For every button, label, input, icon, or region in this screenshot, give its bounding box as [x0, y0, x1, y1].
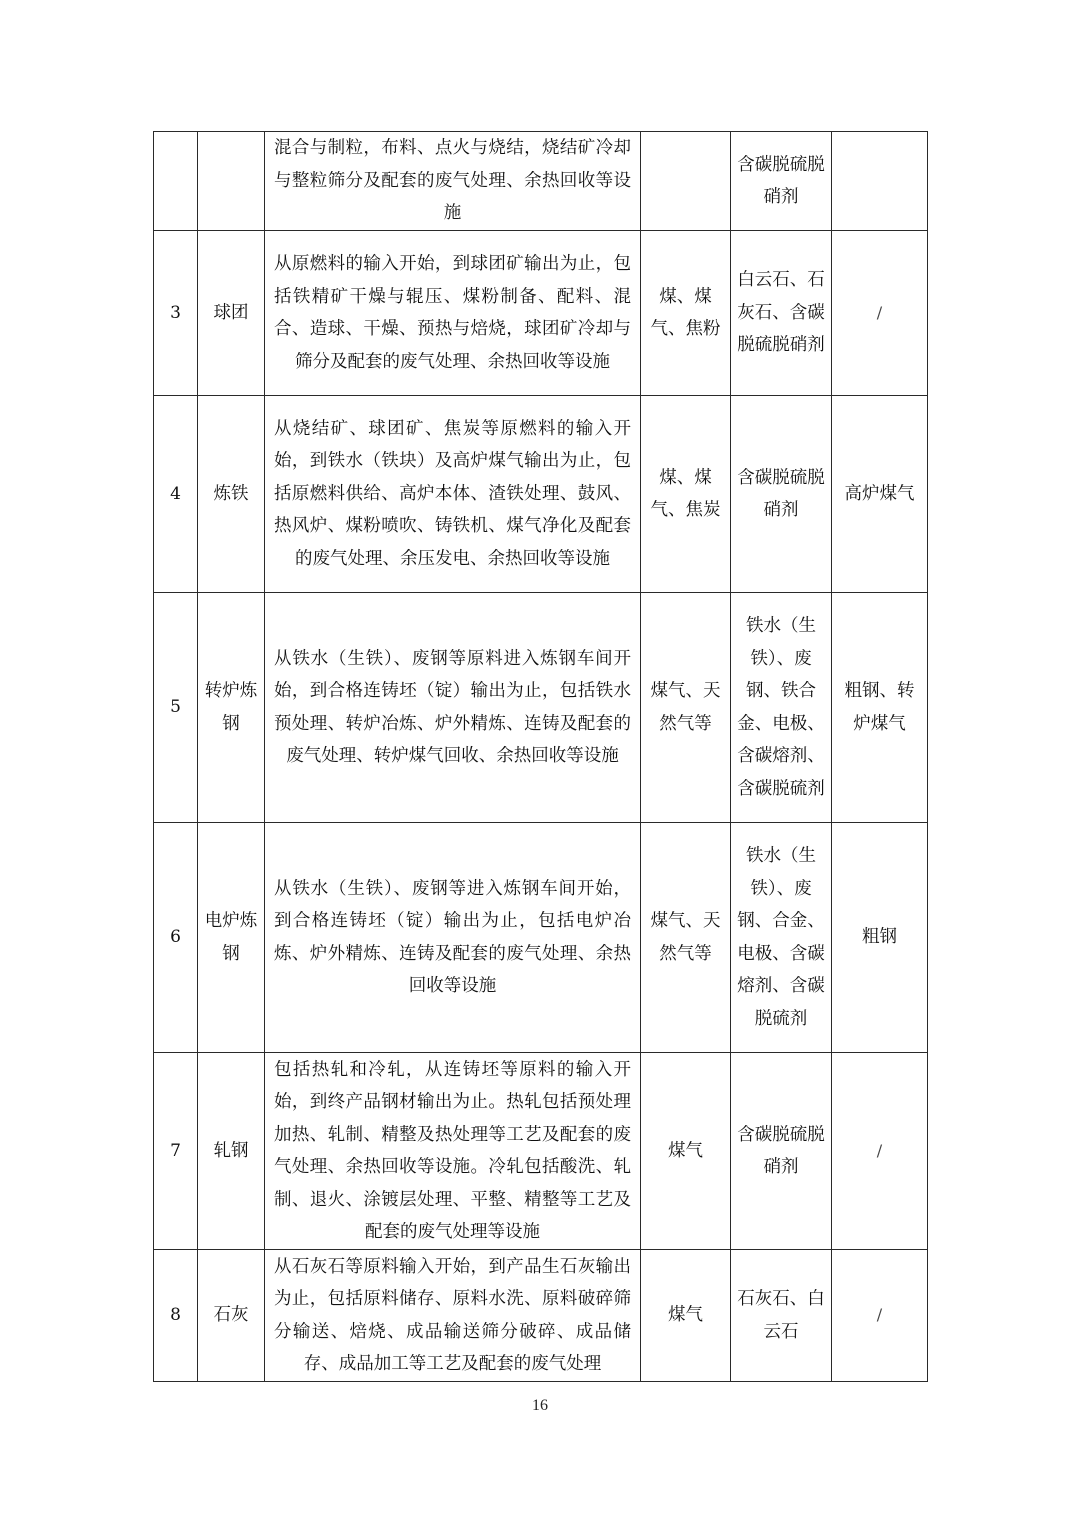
table-row — [154, 1250, 928, 1382]
product-cell: 粗钢 — [832, 823, 928, 1053]
fuel-cell: 煤气 — [641, 1250, 731, 1382]
row-number-cell: 7 — [154, 1053, 198, 1250]
boundary-scope-cell: 混合与制粒，布料、点火与烧结，烧结矿冷却与整粒筛分及配套的废气处理、余热回收等设施 — [265, 132, 641, 231]
table-row — [154, 132, 928, 231]
product-cell — [832, 132, 928, 231]
material-cell: 含碳脱硫脱硝剂 — [731, 132, 832, 231]
process-name-cell — [198, 132, 265, 231]
product-cell: / — [832, 1053, 928, 1250]
row-number-cell: 3 — [154, 231, 198, 396]
fuel-cell: 煤、煤气、焦粉 — [641, 231, 731, 396]
process-name-cell: 转炉炼钢 — [198, 593, 265, 823]
process-name-cell: 球团 — [198, 231, 265, 396]
material-cell: 石灰石、白云石 — [731, 1250, 832, 1382]
process-name-cell: 轧钢 — [198, 1053, 265, 1250]
material-cell: 铁水（生铁）、废钢、合金、电极、含碳熔剂、含碳脱硫剂 — [731, 823, 832, 1053]
product-cell: / — [832, 231, 928, 396]
boundary-scope-cell: 从铁水（生铁）、废钢等进入炼钢车间开始，到合格连铸坯（锭）输出为止，包括电炉冶炼、炉外精炼、连铸及配套的废气处理、余热回收等设施 — [265, 823, 641, 1053]
process-boundary-table — [153, 131, 928, 1382]
boundary-scope-cell: 从烧结矿、球团矿、焦炭等原燃料的输入开始，到铁水（铁块）及高炉煤气输出为止，包括原燃料供给、高炉本体、渣铁处理、鼓风、热风炉、煤粉喷吹、铸铁机、煤气净化及配套的废气处理、余压发电、余热回收等设施 — [265, 396, 641, 593]
boundary-scope-cell: 从石灰石等原料输入开始，到产品生石灰输出为止，包括原料储存、原料水洗、原料破碎筛分输送、焙烧、成品输送筛分破碎、成品储存、成品加工等工艺及配套的废气处理 — [265, 1250, 641, 1382]
row-number-cell: 6 — [154, 823, 198, 1053]
material-cell: 铁水（生铁）、废钢、铁合金、电极、含碳熔剂、含碳脱硫剂 — [731, 593, 832, 823]
row-number-cell: 8 — [154, 1250, 198, 1382]
row-number-cell — [154, 132, 198, 231]
row-number-cell: 5 — [154, 593, 198, 823]
process-name-cell: 石灰 — [198, 1250, 265, 1382]
fuel-cell: 煤气、天然气等 — [641, 823, 731, 1053]
material-cell: 含碳脱硫脱硝剂 — [731, 396, 832, 593]
table-row — [154, 823, 928, 1053]
material-cell: 含碳脱硫脱硝剂 — [731, 1053, 832, 1250]
fuel-cell — [641, 132, 731, 231]
boundary-scope-cell: 从铁水（生铁）、废钢等原料进入炼钢车间开始，到合格连铸坯（锭）输出为止，包括铁水预处理、转炉冶炼、炉外精炼、连铸及配套的废气处理、转炉煤气回收、余热回收等设施 — [265, 593, 641, 823]
fuel-cell: 煤气、天然气等 — [641, 593, 731, 823]
product-cell: 高炉煤气 — [832, 396, 928, 593]
product-cell: / — [832, 1250, 928, 1382]
fuel-cell: 煤气 — [641, 1053, 731, 1250]
process-name-cell: 炼铁 — [198, 396, 265, 593]
table-row — [154, 231, 928, 396]
page-number: 16 — [532, 1397, 548, 1414]
process-name-cell: 电炉炼钢 — [198, 823, 265, 1053]
product-cell: 粗钢、转炉煤气 — [832, 593, 928, 823]
boundary-scope-cell: 从原燃料的输入开始，到球团矿输出为止，包括铁精矿干燥与辊压、煤粉制备、配料、混合、造球、干燥、预热与焙烧，球团矿冷却与筛分及配套的废气处理、余热回收等设施 — [265, 231, 641, 396]
table-row — [154, 396, 928, 593]
row-number-cell: 4 — [154, 396, 198, 593]
fuel-cell: 煤、煤气、焦炭 — [641, 396, 731, 593]
table-row — [154, 593, 928, 823]
boundary-scope-cell: 包括热轧和冷轧，从连铸坯等原料的输入开始，到终产品钢材输出为止。热轧包括预处理加热、轧制、精整及热处理等工艺及配套的废气处理、余热回收等设施。冷轧包括酸洗、轧制、退火、涂镀层处理、平整、精整等工艺及配套的废气处理等设施 — [265, 1053, 641, 1250]
material-cell: 白云石、石灰石、含碳脱硫脱硝剂 — [731, 231, 832, 396]
table-row — [154, 1053, 928, 1250]
